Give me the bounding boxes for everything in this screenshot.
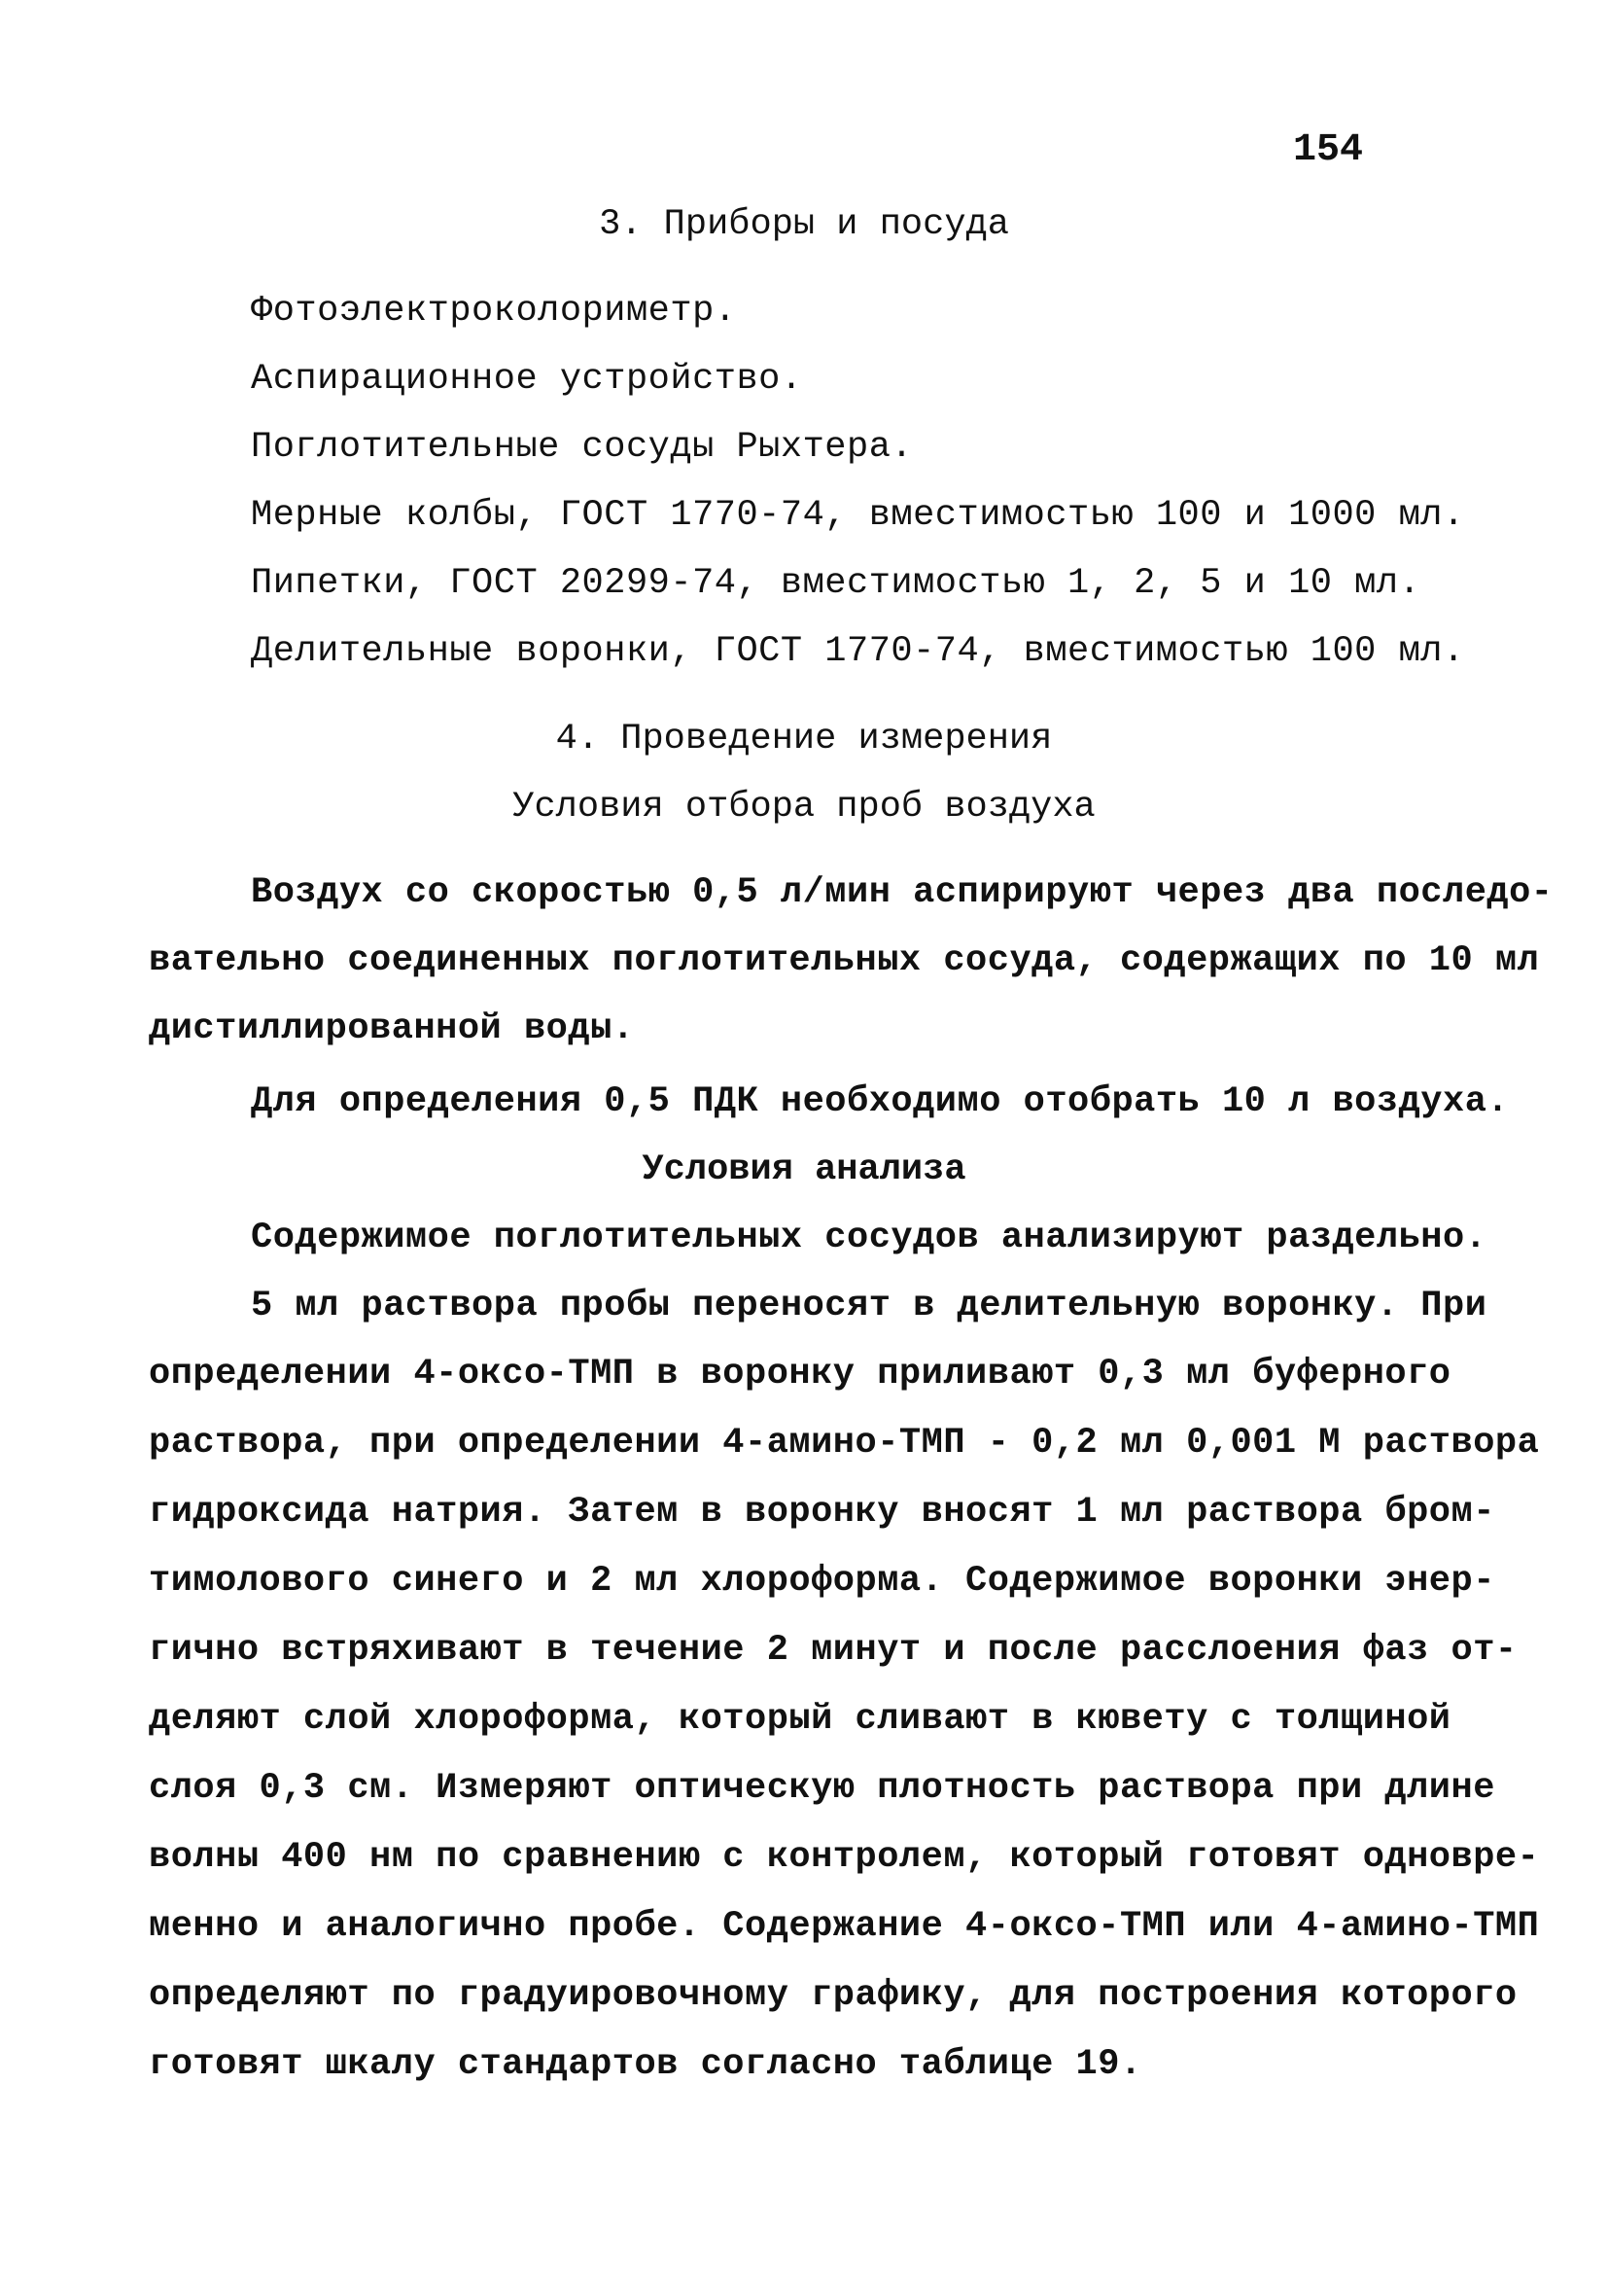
analysis-procedure-line: определении 4-оксо-ТМП в воронку приливают 0,3 мл буферного <box>149 1354 1451 1395</box>
sampling-volume-line: Для определения 0,5 ПДК необходимо отобрать 10 л воздуха. <box>251 1081 1510 1122</box>
equipment-item: Аспирационное устройство. <box>251 359 803 400</box>
analysis-procedure-line: готовят шкалу стандартов согласно таблице 19. <box>149 2044 1142 2085</box>
analysis-procedure-line: слоя 0,3 см. Измеряют оптическую плотность раствора при длине <box>149 1768 1495 1809</box>
sampling-paragraph-line: вательно соединенных поглотительных сосуда, содержащих по 10 мл <box>149 940 1540 981</box>
equipment-item: Делительные воронки, ГОСТ 1770-74, вместимостью 100 мл. <box>251 631 1465 672</box>
section-4-heading: 4. Проведение измерения <box>555 719 1053 759</box>
page-number: 154 <box>1293 128 1364 172</box>
analysis-procedure-line: гично встряхивают в течение 2 минут и после расслоения фаз от- <box>149 1630 1518 1671</box>
analysis-paragraph-line: Содержимое поглотительных сосудов анализируют раздельно. <box>251 1218 1487 1258</box>
analysis-procedure-line: гидроксида натрия. Затем в воронку вносят 1 мл раствора бром- <box>149 1492 1495 1533</box>
sampling-paragraph-line: Воздух со скоростью 0,5 л/мин аспирируют через два последо- <box>251 872 1554 913</box>
analysis-procedure-line: деляют слой хлороформа, который сливают в кювету с толщиной <box>149 1699 1451 1740</box>
section-3-heading: 3. Приборы и посуда <box>599 204 1009 245</box>
analysis-procedure-line: раствора, при определении 4-амино-ТМП - 0,2 мл 0,001 М раствора <box>149 1423 1540 1464</box>
equipment-item: Мерные колбы, ГОСТ 1770-74, вместимостью 100 и 1000 мл. <box>251 495 1465 536</box>
analysis-procedure-line: тимолового синего и 2 мл хлороформа. Содержимое воронки энер- <box>149 1561 1495 1602</box>
analysis-procedure-line: 5 мл раствора пробы переносят в делительную воронку. При <box>251 1286 1487 1326</box>
equipment-item: Пипетки, ГОСТ 20299-74, вместимостью 1, 2, 5 и 10 мл. <box>251 563 1421 604</box>
equipment-item: Поглотительные сосуды Рыхтера. <box>251 427 914 468</box>
analysis-procedure-line: определяют по градуировочному графику, для построения которого <box>149 1975 1518 2016</box>
analysis-procedure-line: волны 400 нм по сравнению с контролем, который готовят одновре- <box>149 1837 1540 1878</box>
analysis-procedure-line: менно и аналогично пробе. Содержание 4-оксо-ТМП или 4-амино-ТМП <box>149 1906 1540 1947</box>
sampling-paragraph-line: дистиллированной воды. <box>149 1008 635 1049</box>
analysis-conditions-subheading: Условия анализа <box>642 1149 966 1190</box>
equipment-item: Фотоэлектроколориметр. <box>251 291 737 332</box>
sampling-conditions-subheading: Условия отбора проб воздуха <box>512 787 1096 828</box>
